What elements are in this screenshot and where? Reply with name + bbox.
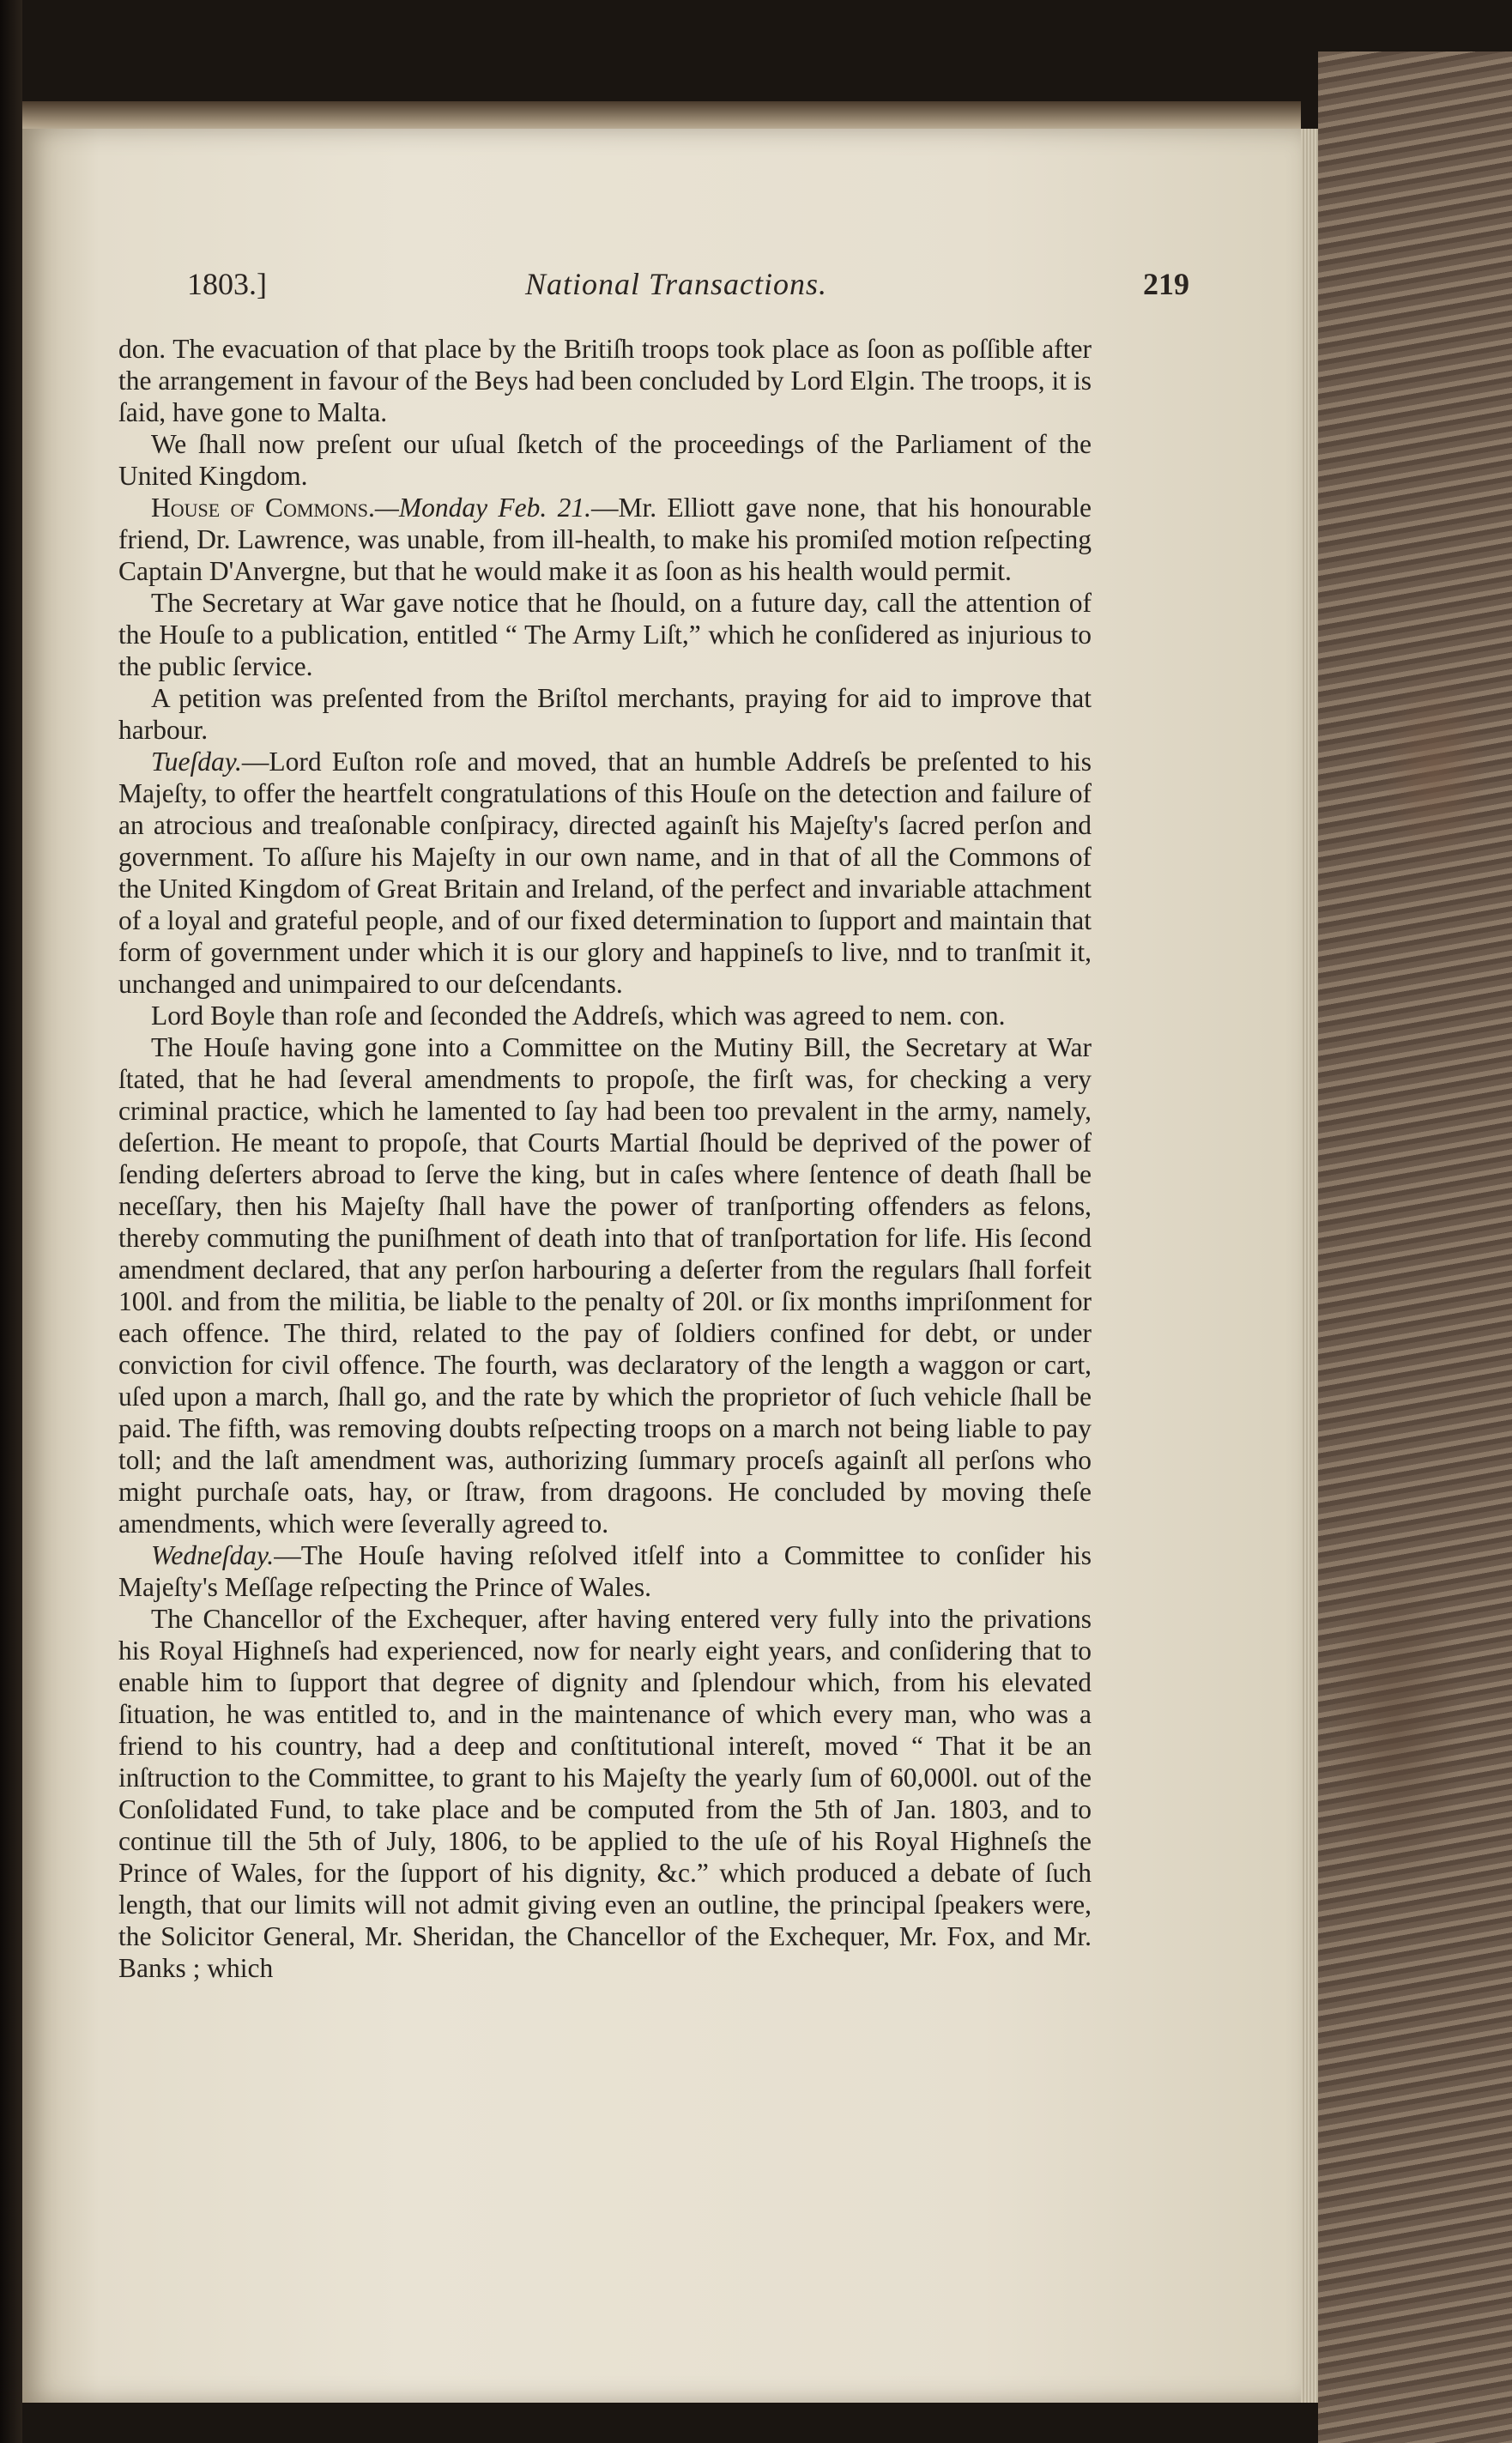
header-year: 1803.] [187,267,267,301]
paragraph-5: A petition was preſented from the Briſtol merchants, praying for aid to improve that harbour. [118,683,1092,745]
section-heading: House of Commons. [151,493,375,523]
date-label: Wedneſday. [151,1540,275,1570]
paragraph-1: don. The evacuation of that place by the Britiſh troops took place as ſoon as poſſible after the arrangement in favour of the Beys had been concluded by Lord Elgin. The troops, it is ſaid, have gone to Malta. [118,334,1092,427]
book-left-edge [0,0,22,2443]
running-header [187,266,1189,317]
page-fore-edge [1301,129,1318,2403]
header-title: National Transactions. [524,267,828,301]
marbled-cover [1318,51,1512,2443]
paragraph-8: The Houſe having gone into a Committee on the Mutiny Bill, the Secretary at War ſtated, that he had ſeveral amendments to propoſe, the firſt was, for checking a very criminal practice, which he lamented to ſay had been too prevalent in the army, namely, deſertion. He meant to propoſe, that Courts Martial ſhould be deprived of the power of ſending deſerters abroad to ſerve the king, but in caſes where ſentence of death ſhall be neceſſary, then his Majeſty ſhall have the power of tranſporting offenders as felons, thereby commuting the puniſhment of death into that of tranſportation for life. His ſecond amendment declared, that any perſon harbouring a deſerter from the regulars ſhall forfeit 100l. and from the militia, be liable to the penalty of 20l. or ſix months impriſonment for each offence. The third, related to the pay of ſoldiers confined for debt, or under conviction for civil offence. The fourth, was declaratory of the length a waggon or cart, uſed upon a march, ſhall go, and the rate by which the proprietor of ſuch vehicle ſhall be paid. The fifth, was removing doubts reſpecting troops on a march not being liable to pay toll; and the laſt amendment was, authorizing ſummary proceſs againſt all perſons who might purchaſe oats, hay, or ſtraw, from dragoons. He concluded by moving theſe amendments, which were ſeverally agreed to. [118,1032,1092,1539]
paragraph-4: The Secretary at War gave notice that he ſhould, on a future day, call the attention of the Houſe to a publication, entitled “ The Army Liſt,” which he conſidered as injurious to the public ſervice. [118,588,1092,681]
date-label: —Monday Feb. 21. [374,493,591,523]
paragraph-6-text: —Lord Euſton roſe and moved, that an humble Addreſs be preſented to his Majeſty, to offer the heartfelt congratulations of this Houſe on the detection and failure of an atrocious and treaſonable conſpiracy, directed againſt his Majeſty's ſacred perſon and government. To aſſure his Majeſty in our own name, and in that of all the Commons of the United Kingdom of Great Britain and Ireland, of the perfect and invariable attachment of a loyal and grateful people, and of our fixed determination to ſupport and maintain that form of government under which it is our glory and happineſs to live, nnd to tranſmit it, unchanged and unimpaired to our deſcendants. [118,747,1092,999]
body-text [118,333,1092,1984]
paragraph-3-text: —Mr. Elliott gave none, that his honourable friend, Dr. Lawrence, was unable, from ill-health, to make his promiſed motion reſpecting Captain D'Anvergne, but that he would make it as ſoon as his health would permit. [118,493,1092,586]
paragraph-7: Lord Boyle than roſe and ſeconded the Addreſs, which was agreed to nem. con. [151,1001,1006,1031]
paragraph-10: The Chancellor of the Exchequer, after having entered very fully into the privations his Royal Highneſs had experienced, now for nearly eight years, and conſidering that to enable him to ſupport that degree of dignity and ſplendour which, from his elevated ſituation, he was entitled to, and in the maintenance of which every man, who was a friend to his country, had a deep and conſtitutional intereſt, moved “ That it be an inſtruction to the Committee, to grant to his Majeſty the yearly ſum of 60,000l. out of the Conſolidated Fund, to take place and be computed from the 5th of Jan. 1803, and to continue till the 5th of July, 1806, to be applied to the uſe of his Royal Highneſs the Prince of Wales, for the ſupport of his dignity, &c.” which produced a debate of ſuch length, that our limits will not admit giving even an outline, the principal ſpeakers were, the Solicitor General, Mr. Sheridan, the Chancellor of the Exchequer, Mr. Fox, and Mr. Banks ; which [118,1604,1092,1983]
date-label: Tueſday. [151,747,242,777]
paragraph-9-text: —The Houſe having reſolved itſelf into a Committee to conſider his Majeſty's Meſſage reſpecting the Prince of Wales. [118,1540,1092,1602]
paragraph-9 [118,1539,1092,1603]
paragraph-6 [118,746,1092,1000]
page-number: 219 [1143,267,1189,301]
paragraph-2: We ſhall now preſent our uſual ſketch of the proceedings of the Parliament of the United Kingdom. [118,429,1092,491]
paragraph-3 [118,492,1092,587]
